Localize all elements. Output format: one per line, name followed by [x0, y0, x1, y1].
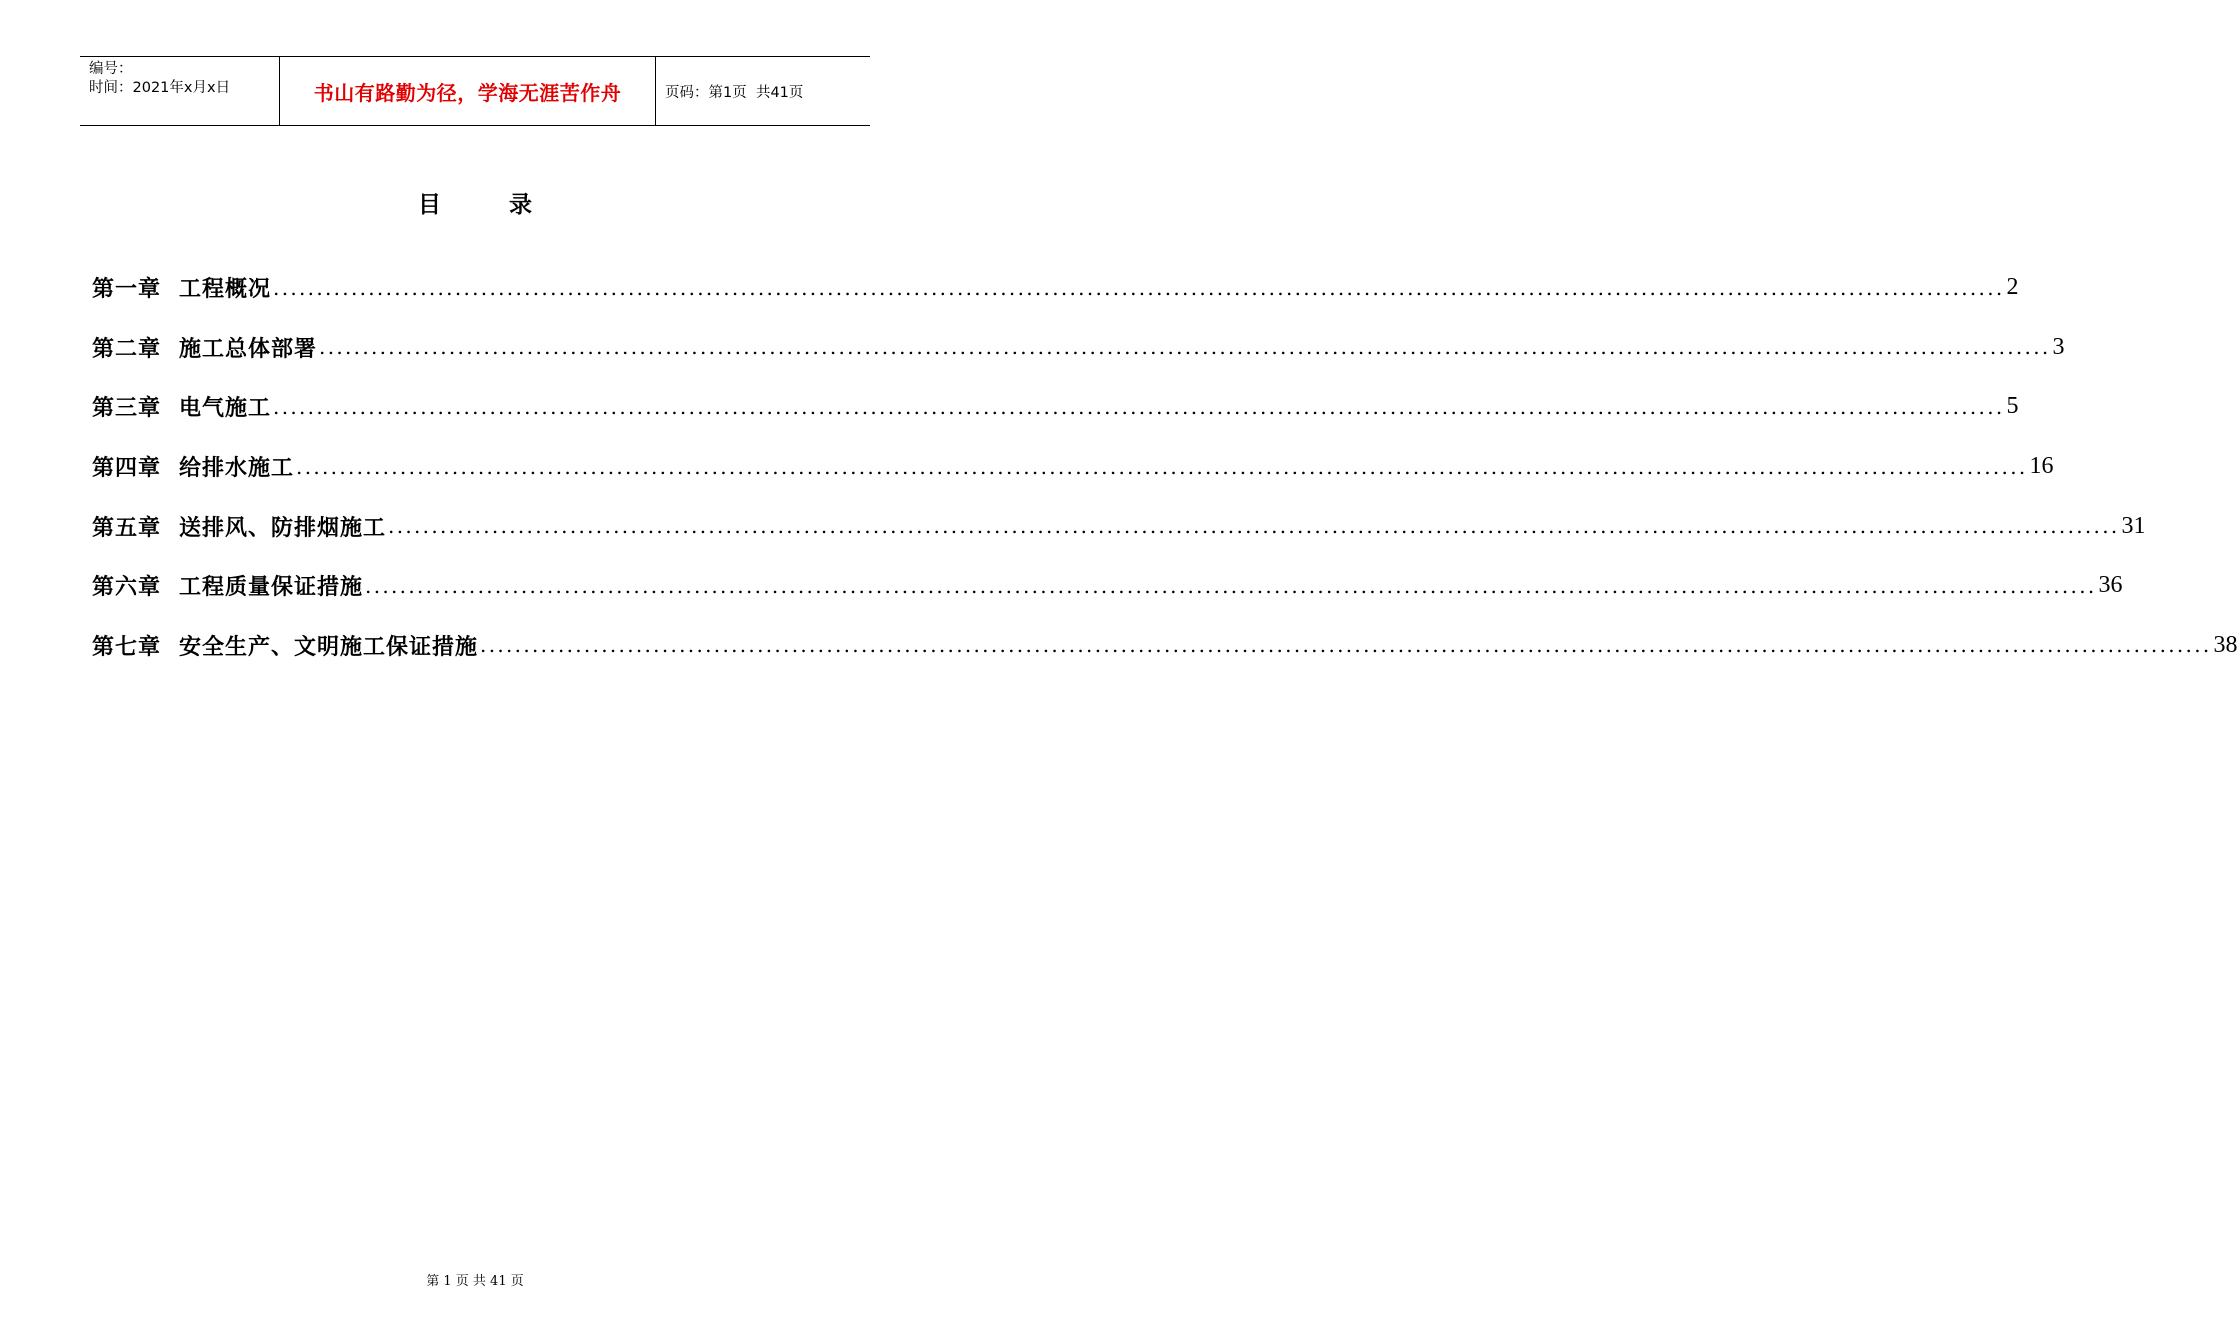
document-header [80, 56, 870, 126]
toc-chapter-title: 安全生产、文明施工保证措施 [179, 633, 479, 660]
header-page-info: 页码：第1页 共41页 [665, 84, 804, 101]
toc-dot-leader: ........................................................................................................................................................................................................ [273, 394, 2005, 419]
toc-chapter-number: 第二章 [92, 335, 162, 362]
toc-entry[interactable] [92, 437, 2054, 497]
page-footer: 第 1 页 共 41 页 [426, 1274, 524, 1289]
header-motto: 书山有路勤为径，学海无涯苦作舟 [280, 57, 656, 125]
toc-chapter-number: 第七章 [92, 633, 162, 660]
toc-chapter-title: 给排水施工 [179, 455, 295, 482]
toc-entry[interactable] [92, 616, 2238, 676]
toc-chapter-number: 第六章 [92, 574, 162, 601]
toc-page-number: 5 [2006, 393, 2019, 420]
header-meta-cell [80, 57, 280, 125]
toc-page-number: 16 [2029, 453, 2054, 480]
toc-chapter-number: 第一章 [92, 276, 162, 303]
toc-chapter-title: 电气施工 [179, 395, 272, 422]
toc-dot-leader: ........................................................................................................................................................................................................ [388, 514, 2120, 539]
toc-chapter-number: 第四章 [92, 455, 162, 482]
toc-page-number: 31 [2121, 512, 2146, 539]
toc-dot-leader: ........................................................................................................................................................................................................ [273, 275, 2005, 300]
toc-page-number: 2 [2006, 274, 2019, 301]
toc-entry[interactable] [92, 496, 2146, 556]
toc-page-number: 3 [2052, 333, 2065, 360]
toc-chapter-title: 工程概况 [179, 276, 272, 303]
toc-entry[interactable] [92, 556, 2123, 616]
document-time-label: 时间：2021年x月x日 [89, 80, 231, 96]
toc-page-number: 38 [2213, 631, 2238, 658]
toc-page-number: 36 [2098, 572, 2123, 599]
toc-list [92, 258, 2238, 675]
toc-title: 目 录 [417, 191, 562, 218]
header-page-info-cell [656, 57, 870, 125]
toc-chapter-number: 第三章 [92, 395, 162, 422]
toc-dot-leader: ........................................................................................................................................................................................................ [296, 454, 2028, 479]
toc-chapter-title: 工程质量保证措施 [179, 574, 364, 601]
toc-entry[interactable] [92, 318, 2065, 378]
toc-entry[interactable] [92, 377, 2019, 437]
toc-dot-leader: ........................................................................................................................................................................................................ [365, 573, 2097, 598]
document-number-label: 编号： [89, 61, 133, 77]
toc-dot-leader: ........................................................................................................................................................................................................ [319, 335, 2051, 360]
toc-chapter-number: 第五章 [92, 514, 162, 541]
toc-entry[interactable] [92, 258, 2019, 318]
toc-chapter-title: 送排风、防排烟施工 [179, 514, 387, 541]
toc-chapter-title: 施工总体部署 [179, 335, 318, 362]
toc-dot-leader: ........................................................................................................................................................................................................ [480, 633, 2212, 658]
